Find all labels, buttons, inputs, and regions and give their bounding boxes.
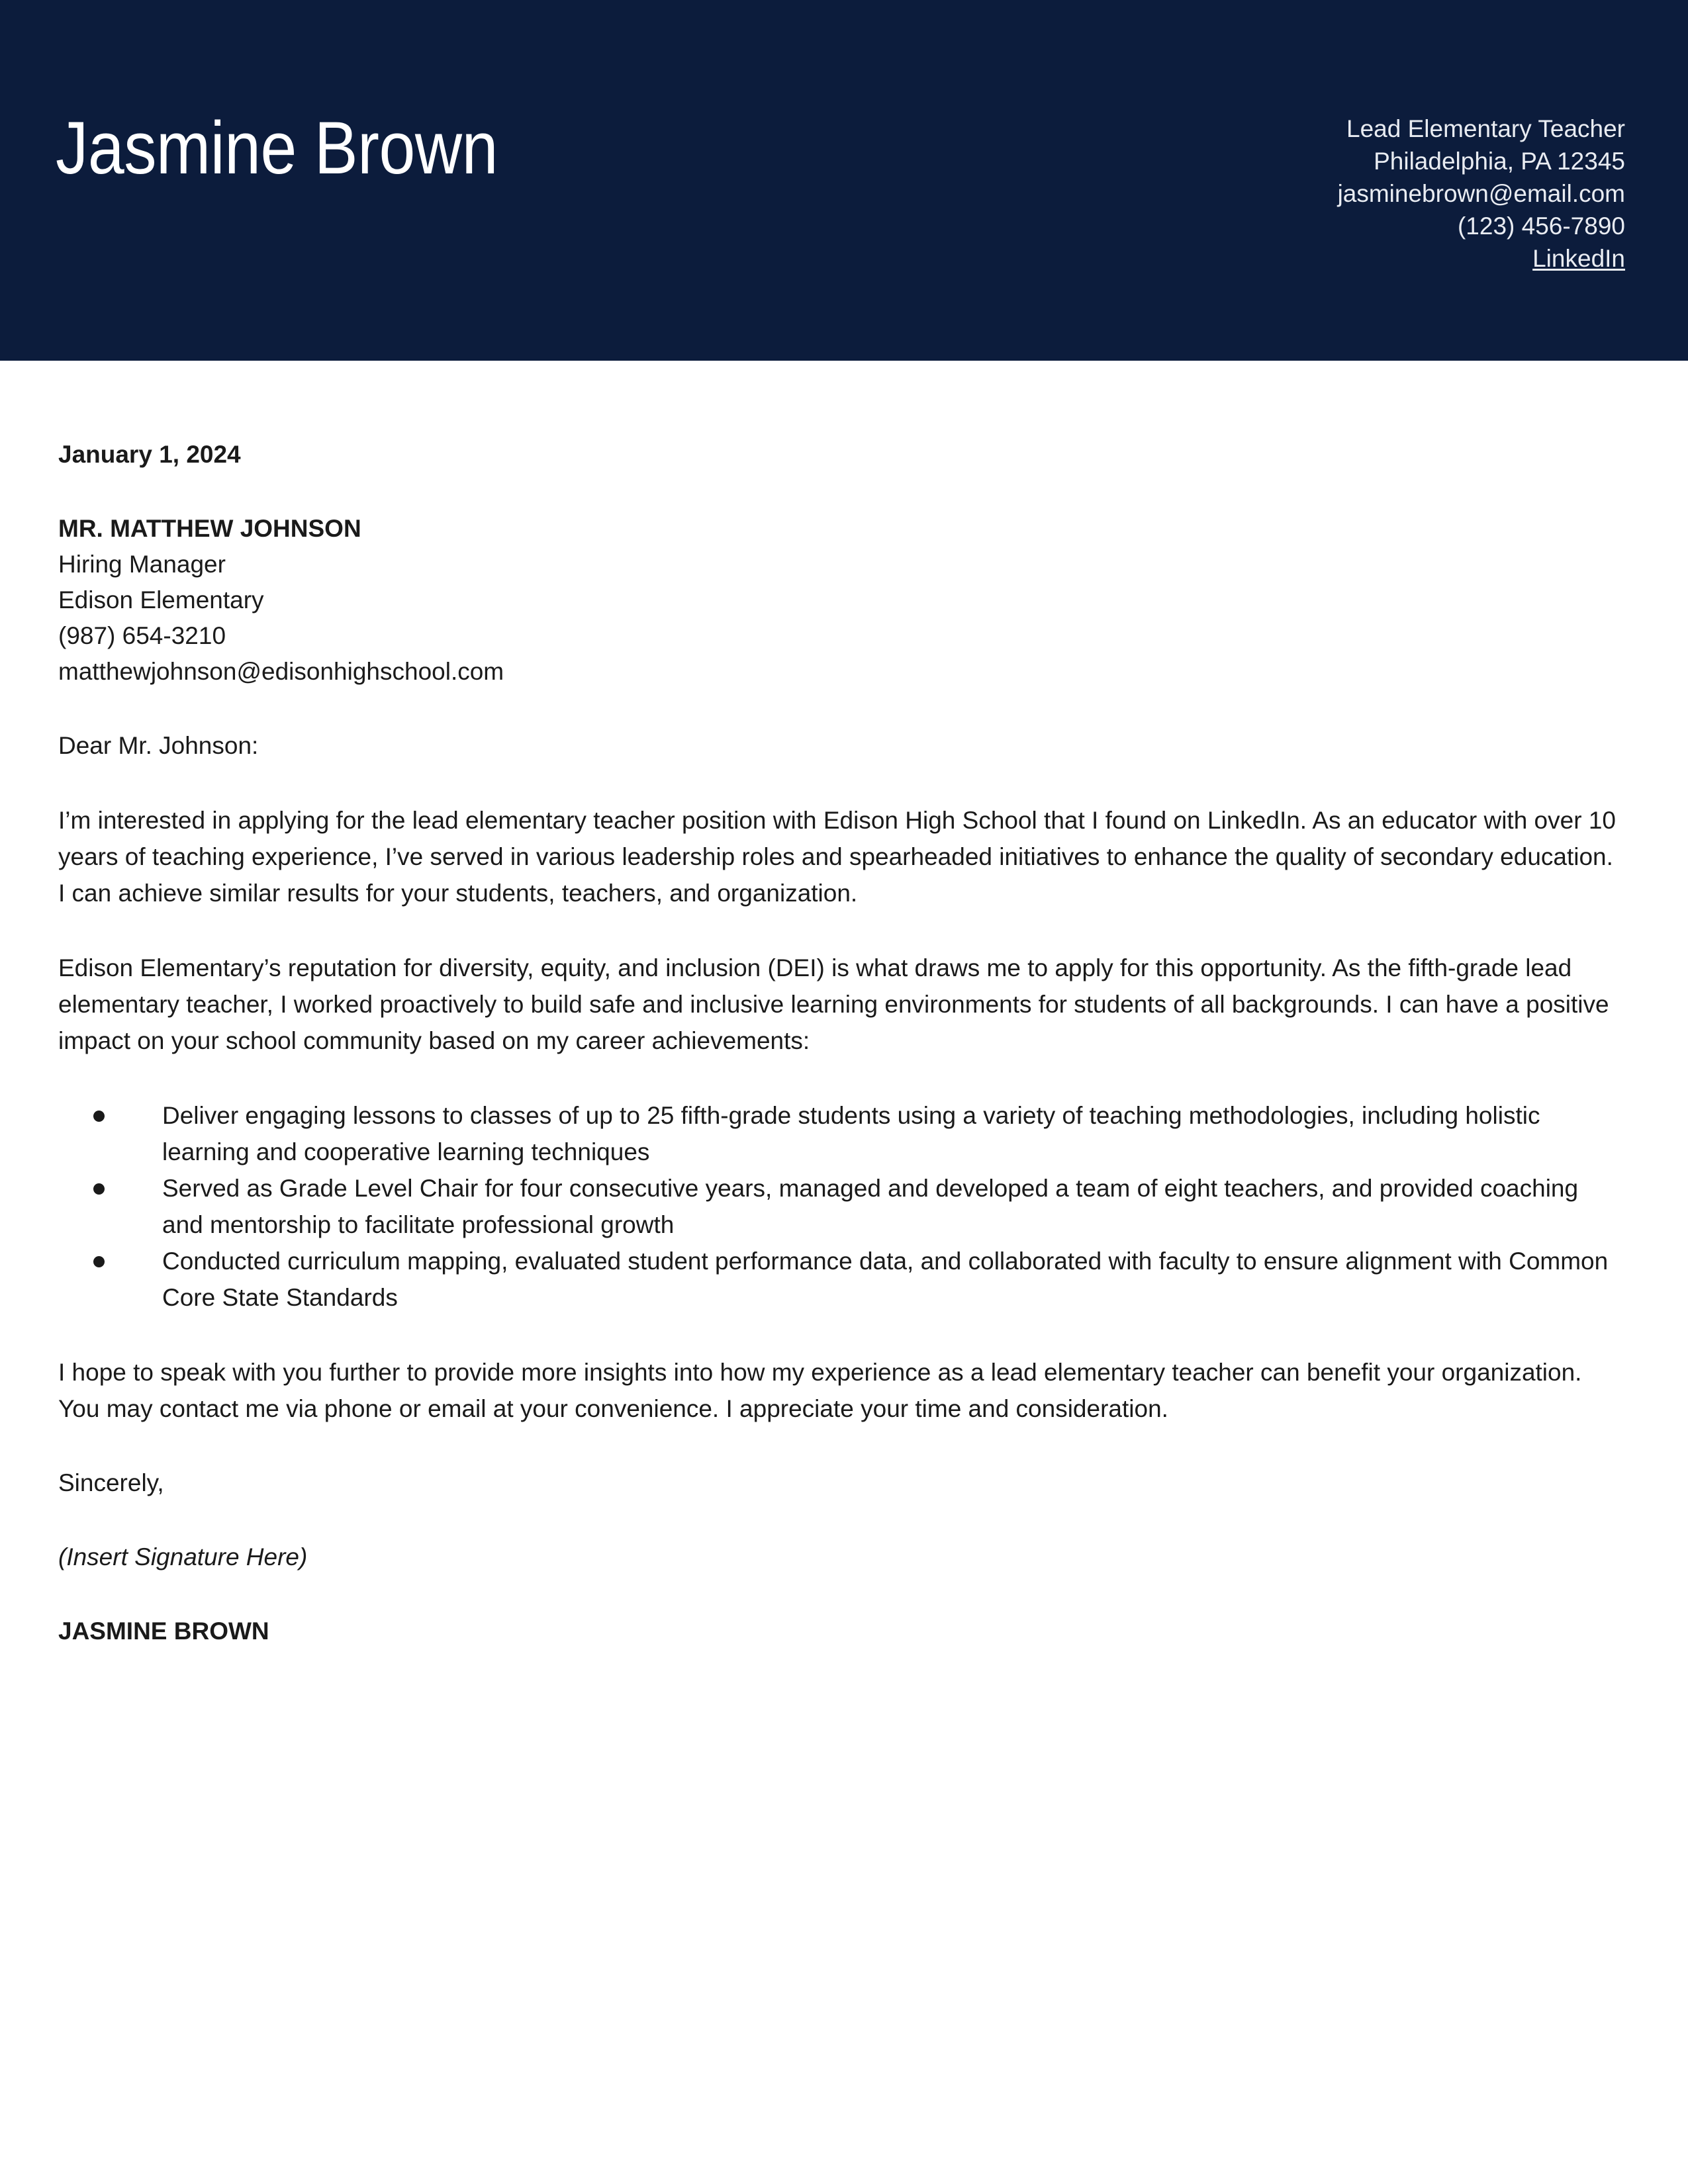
recipient-name: MR. MATTHEW JOHNSON [58,515,361,542]
bullet-dot-icon [93,1111,105,1122]
letter-date: January 1, 2024 [58,441,241,468]
signature-name: JASMINE BROWN [58,1617,269,1645]
recipient-email[interactable]: matthewjohnson@edisonhighschool.com [58,658,504,685]
list-item [58,1170,1617,1243]
recipient-title: Hiring Manager [58,551,226,578]
closing-paragraph: I hope to speak with you further to provide more insights into how my experience as a lead elementary teacher can benefit your organization. You may contact me via phone or email at your convenience. I appreciate your time and consideration. [58,1359,1582,1422]
bullet-dot-icon [93,1183,105,1195]
list-item [58,1243,1617,1316]
bullet-dot-icon [93,1256,105,1267]
achievement-text: Served as Grade Level Chair for four consecutive years, managed and developed a team of eight teachers, and provided coaching and mentorship to facilitate professional growth [162,1175,1579,1238]
sign-off: Sincerely, [58,1469,164,1496]
achievement-text: Conducted curriculum mapping, evaluated student performance data, and collaborated with faculty to ensure alignment with Common Core State Standards [162,1248,1609,1311]
contact-phone: (123) 456-7890 [1457,212,1625,240]
recipient-block [58,511,1617,690]
letter-body [58,437,1617,1649]
header-banner [0,0,1688,361]
achievement-text: Deliver engaging lessons to classes of up to 25 fifth-grade students using a variety of teaching methodologies, including holistic learning and cooperative learning techniques [162,1102,1540,1165]
body-paragraph-2: Edison Elementary’s reputation for diversity, equity, and inclusion (DEI) is what draws me to apply for this opportunity. As the fifth-grade lead elementary teacher, I worked proactively to build safe and inclusive learning environments for students of all backgrounds. I can have a positive impact on your school community based on my career achievements: [58,954,1609,1054]
list-item [58,1097,1617,1170]
contact-job-title: Lead Elementary Teacher [1346,115,1625,142]
achievements-list [58,1097,1617,1316]
signature-placeholder: (Insert Signature Here) [58,1543,308,1570]
recipient-organization: Edison Elementary [58,586,264,614]
contact-location: Philadelphia, PA 12345 [1374,148,1625,175]
contact-linkedin-link[interactable]: LinkedIn [1532,245,1625,272]
salutation: Dear Mr. Johnson: [58,732,259,759]
contact-block [1338,113,1625,275]
recipient-phone: (987) 654-3210 [58,622,226,649]
contact-email[interactable]: jasminebrown@email.com [1337,180,1625,207]
applicant-name: Jasmine Brown [56,107,498,189]
body-paragraph-1: I’m interested in applying for the lead elementary teacher position with Edison High School that I found on LinkedIn. As an educator with over 10 years of teaching experience, I’ve served in various leadership roles and spearheaded initiatives to enhance the quality of secondary education. I can achieve similar results for your students, teachers, and organization. [58,807,1616,907]
